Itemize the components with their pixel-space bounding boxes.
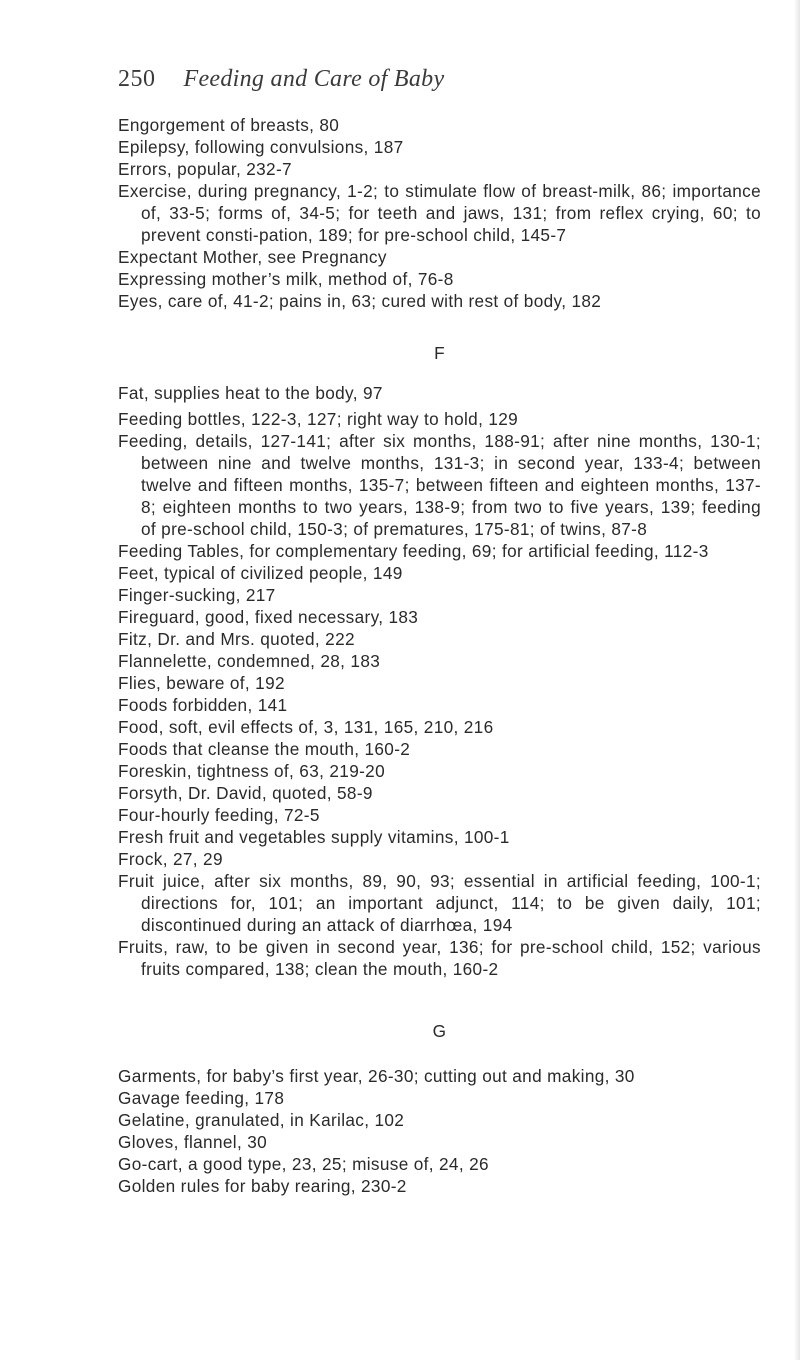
- index-entry: Garments, for baby’s first year, 26-30; cutting out and making, 30: [118, 1066, 635, 1086]
- index-entry: Feeding Tables, for complementary feeding, 69; for artificial feeding, 112-3: [118, 541, 709, 561]
- index-entry: Gloves, flannel, 30: [118, 1132, 268, 1152]
- index-entry: Feeding, details, 127-141; after six months, 188-91; after nine months, 130-1; between nine and twelve months, 131-3; in second year, 133-4; between twelve and fifteen months, 135-7; between fifteen and eighteen months, 137-8; eighteen months to two years, 138-9; from two to five years, 139; feeding of pre-school child, 150-3; of prematures, 175-81; of twins, 87-8: [118, 431, 761, 539]
- index-entry: Fruit juice, after six months, 89, 90, 93; essential in artificial feeding, 100-1; directions for, 101; an important adjunct, 114; to be given daily, 101; discontinued during an attack of diarrhœa, 194: [118, 871, 761, 935]
- index-section-e: [118, 114, 761, 312]
- index-entry: Fitz, Dr. and Mrs. quoted, 222: [118, 629, 355, 649]
- index-entry: Finger-sucking, 217: [118, 585, 276, 605]
- index-entry: Fireguard, good, fixed necessary, 183: [118, 607, 419, 627]
- index-entry: Fruits, raw, to be given in second year, 136; for pre-school child, 152; various fruits compared, 138; clean the mouth, 160-2: [118, 937, 761, 979]
- index-entry: Engorgement of breasts, 80: [118, 115, 340, 135]
- index-entry: Expectant Mother, see Pregnancy: [118, 247, 387, 267]
- index-entry: Foods forbidden, 141: [118, 695, 288, 715]
- index-entry: Exercise, during pregnancy, 1-2; to stimulate flow of breast-milk, 86; importance of, 33-5; forms of, 34-5; for teeth and jaws, 131; from reflex crying, 60; to prevent consti-pation, 189; for pre-school child, 145-7: [118, 181, 761, 245]
- section-letter-f: F: [434, 343, 445, 363]
- section-letter-g: G: [432, 1021, 447, 1041]
- index-entry: Feet, typical of civilized people, 149: [118, 563, 403, 583]
- page-number: 250: [118, 66, 156, 92]
- index-entry: Four-hourly feeding, 72-5: [118, 805, 320, 825]
- index-entry: Foods that cleanse the mouth, 160-2: [118, 739, 411, 759]
- index-entry: Go-cart, a good type, 23, 25; misuse of, 24, 26: [118, 1154, 489, 1174]
- index-entry: Foreskin, tightness of, 63, 219-20: [118, 761, 385, 781]
- index-entry: Feeding bottles, 122-3, 127; right way to hold, 129: [118, 409, 519, 429]
- index-entry: Expressing mother’s milk, method of, 76-8: [118, 269, 454, 289]
- index-entry: Errors, popular, 232-7: [118, 159, 292, 179]
- index-section-f: [118, 382, 761, 980]
- index-section-g: [118, 1065, 761, 1197]
- running-head: [118, 66, 758, 96]
- index-entry: Gelatine, granulated, in Karilac, 102: [118, 1110, 405, 1130]
- index-entry: Food, soft, evil effects of, 3, 131, 165, 210, 216: [118, 717, 494, 737]
- index-entry: Eyes, care of, 41-2; pains in, 63; cured with rest of body, 182: [118, 291, 602, 311]
- index-entry: Fat, supplies heat to the body, 97: [118, 383, 383, 403]
- index-entry: Flannelette, condemned, 28, 183: [118, 651, 381, 671]
- index-entry: Flies, beware of, 192: [118, 673, 285, 693]
- index-entry: Gavage feeding, 178: [118, 1088, 285, 1108]
- page-edge-shadow: [794, 0, 800, 1360]
- index-entry: Frock, 27, 29: [118, 849, 223, 869]
- index-entry: Forsyth, Dr. David, quoted, 58-9: [118, 783, 373, 803]
- index-entry: Epilepsy, following convulsions, 187: [118, 137, 404, 157]
- index-body: [118, 114, 761, 1197]
- running-title: Feeding and Care of Baby: [183, 66, 445, 92]
- index-entry: Golden rules for baby rearing, 230-2: [118, 1176, 407, 1196]
- index-entry: Fresh fruit and vegetables supply vitamins, 100-1: [118, 827, 510, 847]
